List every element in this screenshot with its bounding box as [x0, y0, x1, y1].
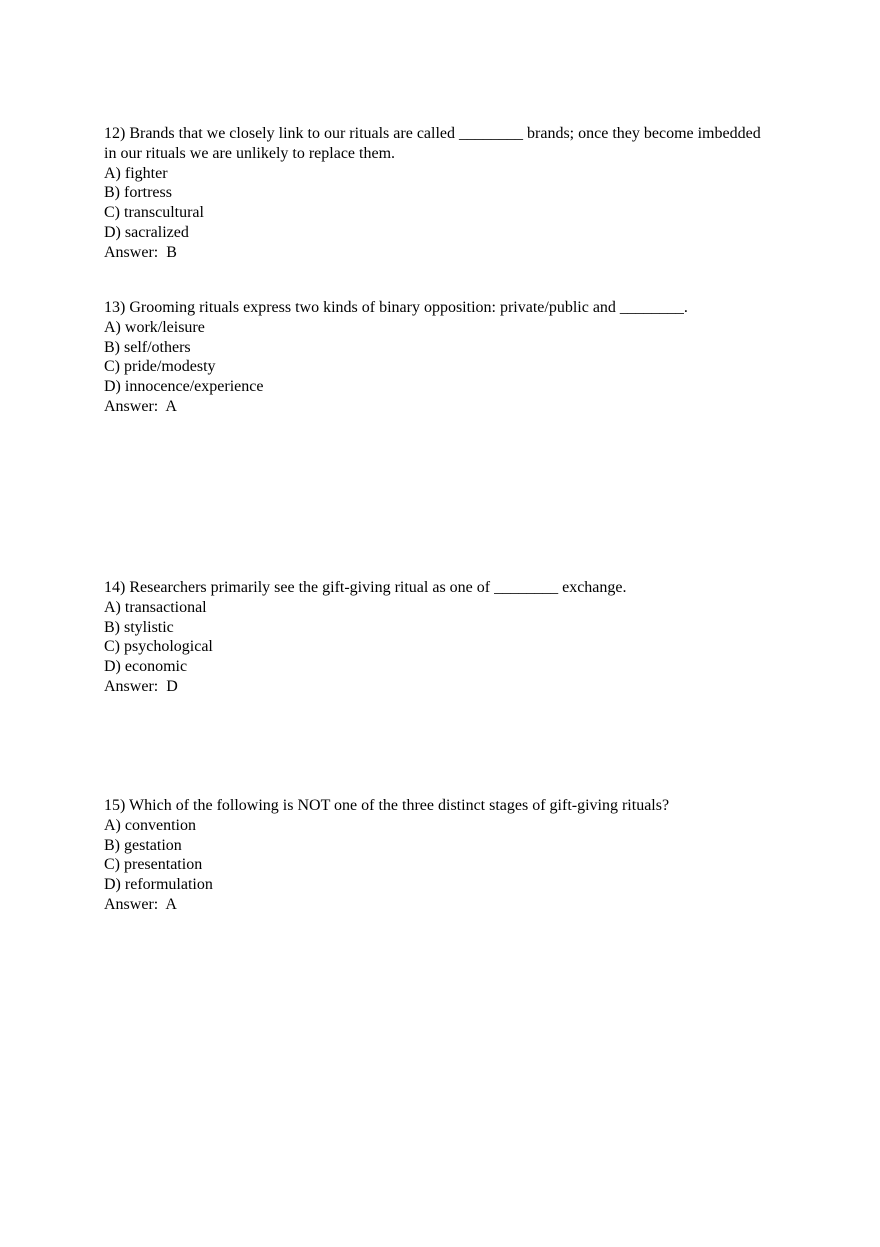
question-stem: 13) Grooming rituals express two kinds of binary opposition: private/public and ________. [104, 299, 688, 316]
option-d: D) economic [104, 658, 188, 676]
option-b: B) self/others [104, 338, 191, 356]
question-12 [104, 124, 764, 263]
option-c: C) pride/modesty [104, 358, 216, 376]
question-stem: 15) Which of the following is NOT one of the three distinct stages of gift-giving rituals? [104, 797, 670, 814]
option-b: B) stylistic [104, 618, 174, 636]
option-d: D) sacralized [104, 223, 189, 241]
question-13 [104, 298, 764, 417]
option-a: A) fighter [104, 164, 168, 182]
option-c: C) presentation [104, 856, 203, 874]
answer-line: Answer: A [104, 895, 177, 913]
answer-line: Answer: D [104, 677, 178, 695]
question-14 [104, 578, 764, 697]
option-c: C) transcultural [104, 204, 204, 222]
question-stem: 14) Researchers primarily see the gift-giving ritual as one of ________ exchange. [104, 579, 627, 596]
answer-line: Answer: A [104, 397, 177, 415]
option-a: A) work/leisure [104, 318, 205, 336]
question-15 [104, 796, 764, 915]
option-b: B) fortress [104, 184, 172, 202]
option-b: B) gestation [104, 836, 182, 854]
option-d: D) innocence/experience [104, 378, 264, 396]
answer-line: Answer: B [104, 243, 177, 261]
option-a: A) transactional [104, 598, 207, 616]
option-c: C) psychological [104, 638, 213, 656]
option-d: D) reformulation [104, 876, 213, 894]
question-stem: 12) Brands that we closely link to our rituals are called ________ brands; once they become imbedded in our rituals we are unlikely to replace them. [104, 125, 765, 162]
option-a: A) convention [104, 816, 196, 834]
